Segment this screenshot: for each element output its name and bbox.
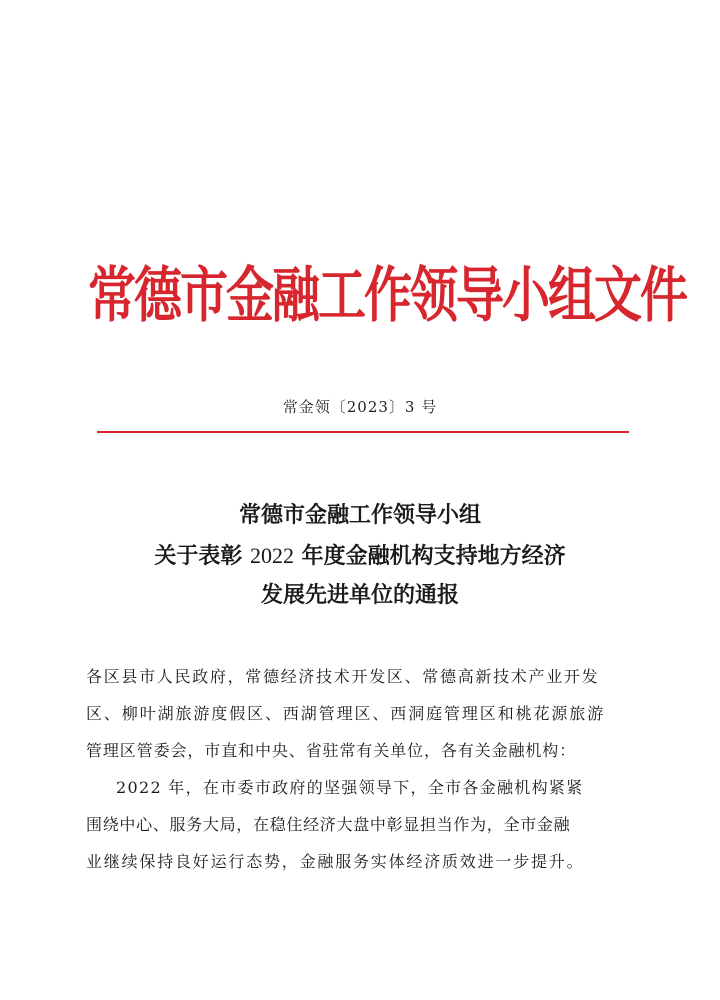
body-paragraph-line-1: 2022 年，在市委市政府的坚强领导下，全市各金融机构紧紧	[116, 778, 584, 797]
addressee-line-1: 各区县市人民政府，常德经济技术开发区、常德高新技术产业开发	[86, 667, 600, 686]
addressee-line-3: 管理区管委会，市直和中央、省驻常有关单位，各有关金融机构：	[86, 741, 577, 760]
notice-title-line-1: 常德市金融工作领导小组	[238, 503, 481, 528]
notice-title-year: 2022	[250, 543, 294, 568]
red-divider-line	[97, 431, 629, 433]
body-paragraph-line-3: 业继续保持良好运行态势，金融服务实体经济质效进一步提升。	[86, 852, 585, 871]
notice-title-line-2-suffix: 年度金融机构支持地方经济	[294, 544, 566, 569]
body-paragraph-line-2: 围绕中心、服务大局，在稳住经济大盘中彰显担当作为，全市金融	[86, 815, 571, 834]
notice-title-line-3: 发展先进单位的通报	[260, 583, 459, 608]
document-header-title: 常德市金融工作领导小组文件	[88, 261, 687, 331]
notice-title-line-2	[60, 536, 660, 577]
notice-title-line-2-prefix: 关于表彰	[154, 544, 250, 569]
document-number: 常金领〔2023〕3 号	[282, 398, 438, 416]
addressee-line-2: 区、柳叶湖旅游度假区、西湖管理区、西洞庭管理区和桃花源旅游	[86, 704, 606, 723]
